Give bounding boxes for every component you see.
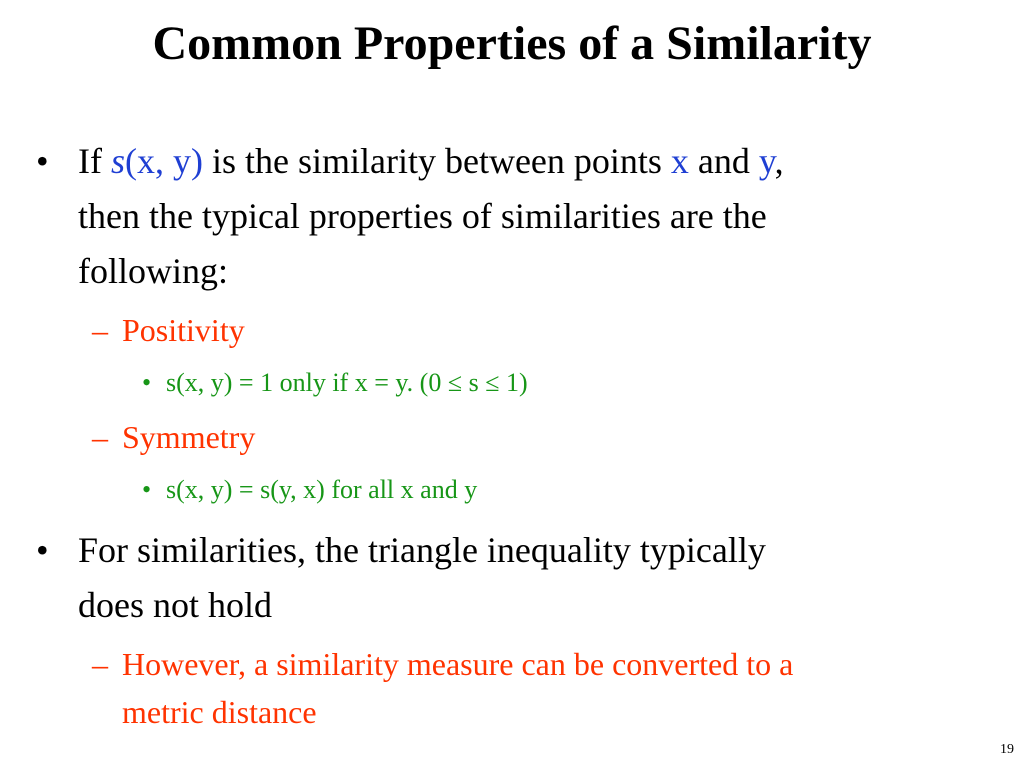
- sub-item-however-line-2: metric distance: [122, 694, 317, 730]
- point-y: y: [758, 141, 775, 181]
- positivity-detail: s(x, y) = 1 only if x = y. (0 ≤ s ≤ 1): [166, 368, 528, 397]
- similarity-function-symbol: s: [110, 141, 125, 181]
- bullet-1-comma: ,: [774, 141, 784, 181]
- dash-icon: –: [92, 312, 108, 348]
- bullet-1-middle: is the similarity between points: [202, 141, 671, 181]
- slide-title: Common Properties of a Similarity: [152, 17, 872, 70]
- bullet-icon: •: [142, 368, 152, 397]
- bullet-1-line-3-text: following:: [78, 251, 228, 291]
- bullet-icon: •: [36, 141, 49, 181]
- bullet-2-line-1-text: For similarities, the triangle inequality typically: [78, 530, 766, 570]
- dash-icon: –: [92, 419, 108, 455]
- sub-item-positivity-label: Positivity: [122, 312, 245, 348]
- point-x: x: [670, 141, 689, 181]
- bullet-icon: •: [36, 530, 49, 570]
- bullet-1-and: and: [688, 141, 759, 181]
- bullet-icon: •: [142, 475, 152, 504]
- bullet-2-line-2-text: does not hold: [78, 585, 272, 625]
- sub-item-symmetry-label: Symmetry: [122, 419, 256, 455]
- page-number: 19: [1000, 742, 1014, 757]
- symmetry-detail: s(x, y) = s(y, x) for all x and y: [166, 475, 478, 504]
- bullet-1-line-2-text: then the typical properties of similarities are the: [78, 196, 767, 236]
- dash-icon: –: [92, 646, 108, 682]
- bullet-1-prefix: If: [78, 141, 111, 181]
- sub-item-however-line-1: However, a similarity measure can be converted to a: [122, 646, 794, 682]
- similarity-function-args: (x, y): [125, 141, 203, 181]
- bullet-1-text: [78, 134, 784, 189]
